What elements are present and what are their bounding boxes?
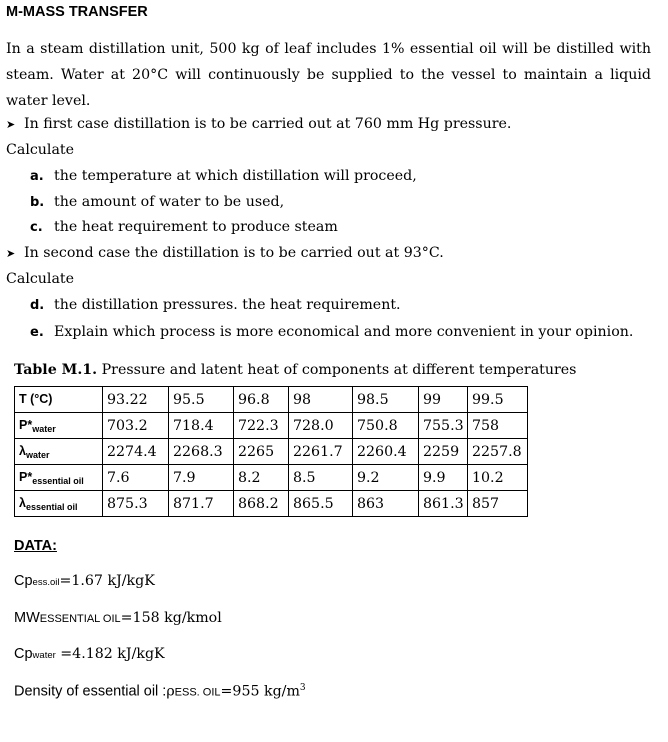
item-e: e. Explain which process is more economical and more convenient in your opinion.: [30, 324, 634, 340]
table-cell: 7.9: [169, 465, 234, 491]
properties-table: [14, 386, 528, 517]
row-header: $\lambda_{essential oil}$: [15, 491, 103, 517]
table-cell: 2260.4: [353, 439, 419, 465]
table-cell: 863: [353, 491, 419, 517]
table-cell: 7.6: [103, 465, 169, 491]
table-cell: 728.0: [289, 413, 353, 439]
item-a: a. the temperature at which distillation will proceed,: [30, 168, 417, 184]
table-cell: 9.9: [419, 465, 468, 491]
calculate-label-2: Calculate: [6, 271, 75, 287]
table-cell: 2261.7: [289, 439, 353, 465]
case-2-text: In second case the distillation is to be carried out at 93°C.: [24, 245, 444, 261]
table-cell: 718.4: [169, 413, 234, 439]
table-cell: 755.3: [419, 413, 468, 439]
table-cell: 95.5: [169, 387, 234, 413]
case-1-line: [6, 116, 511, 132]
item-d: d. the distillation pressures. the heat requirement.: [30, 297, 401, 313]
table-cell: 758: [468, 413, 528, 439]
table-cell: 8.5: [289, 465, 353, 491]
row-header: $\lambda_{water}$: [15, 439, 103, 465]
table-caption-label: Table M.1.: [14, 362, 98, 378]
table-cell: 10.2: [468, 465, 528, 491]
row-header: T (°C): [15, 387, 103, 413]
table-row: [15, 387, 528, 413]
table-cell: 98.5: [353, 387, 419, 413]
density-line: Density of essential oil :ρESS. OIL=955 $kg/m^3$: [14, 683, 306, 700]
table-cell: 93.22: [103, 387, 169, 413]
calculate-label-1: Calculate: [6, 142, 75, 158]
table-caption-text: Pressure and latent heat of components at different temperatures: [97, 362, 577, 378]
table-cell: 868.2: [234, 491, 289, 517]
table-cell: 857: [468, 491, 528, 517]
table-cell: 861.3: [419, 491, 468, 517]
table-row: [15, 439, 528, 465]
table-cell: 99: [419, 387, 468, 413]
table-cell: 722.3: [234, 413, 289, 439]
table-cell: 875.3: [103, 491, 169, 517]
row-header: $P*_{essential oil}$: [15, 465, 103, 491]
table-cell: 871.7: [169, 491, 234, 517]
mw-oil-line: MWESSENTIAL OIL=158 kg/kmol: [14, 610, 222, 626]
table-cell: 2268.3: [169, 439, 234, 465]
table-cell: 99.5: [468, 387, 528, 413]
table-cell: 9.2: [353, 465, 419, 491]
table-cell: 8.2: [234, 465, 289, 491]
table-row: [15, 465, 528, 491]
table-cell: 2274.4: [103, 439, 169, 465]
section-heading: M-MASS TRANSFER: [6, 4, 148, 20]
table-row: [15, 491, 528, 517]
case-1-text: In first case distillation is to be carried out at 760 mm Hg pressure.: [24, 116, 512, 132]
cp-water-line: Cpwater =4.182 kJ/kgK: [14, 646, 165, 662]
case-2-line: [6, 245, 444, 261]
table-caption: [14, 362, 576, 378]
table-cell: 750.8: [353, 413, 419, 439]
arrow-bullet-icon: ➤: [6, 118, 16, 131]
table-cell: 2259: [419, 439, 468, 465]
item-c: c. the heat requirement to produce steam: [30, 219, 338, 235]
table-cell: 703.2: [103, 413, 169, 439]
data-section-title: DATA:: [14, 538, 57, 554]
table-cell: 865.5: [289, 491, 353, 517]
table-cell: 2257.8: [468, 439, 528, 465]
table-cell: 2265: [234, 439, 289, 465]
item-b: b. the amount of water to be used,: [30, 194, 285, 210]
table-row: [15, 413, 528, 439]
table-cell: 98: [289, 387, 353, 413]
cp-oil-line: Cpess.oil=1.67 kJ/kgK: [14, 573, 155, 589]
row-header: $P*_{water}$: [15, 413, 103, 439]
arrow-bullet-icon: ➤: [6, 247, 16, 260]
table-cell: 96.8: [234, 387, 289, 413]
problem-intro: In a steam distillation unit, 500 kg of leaf includes 1% essential oil will be distilled with steam. Water at 20°C will continuously be supplied to the vessel to maintain a liquid water level.: [6, 41, 651, 109]
